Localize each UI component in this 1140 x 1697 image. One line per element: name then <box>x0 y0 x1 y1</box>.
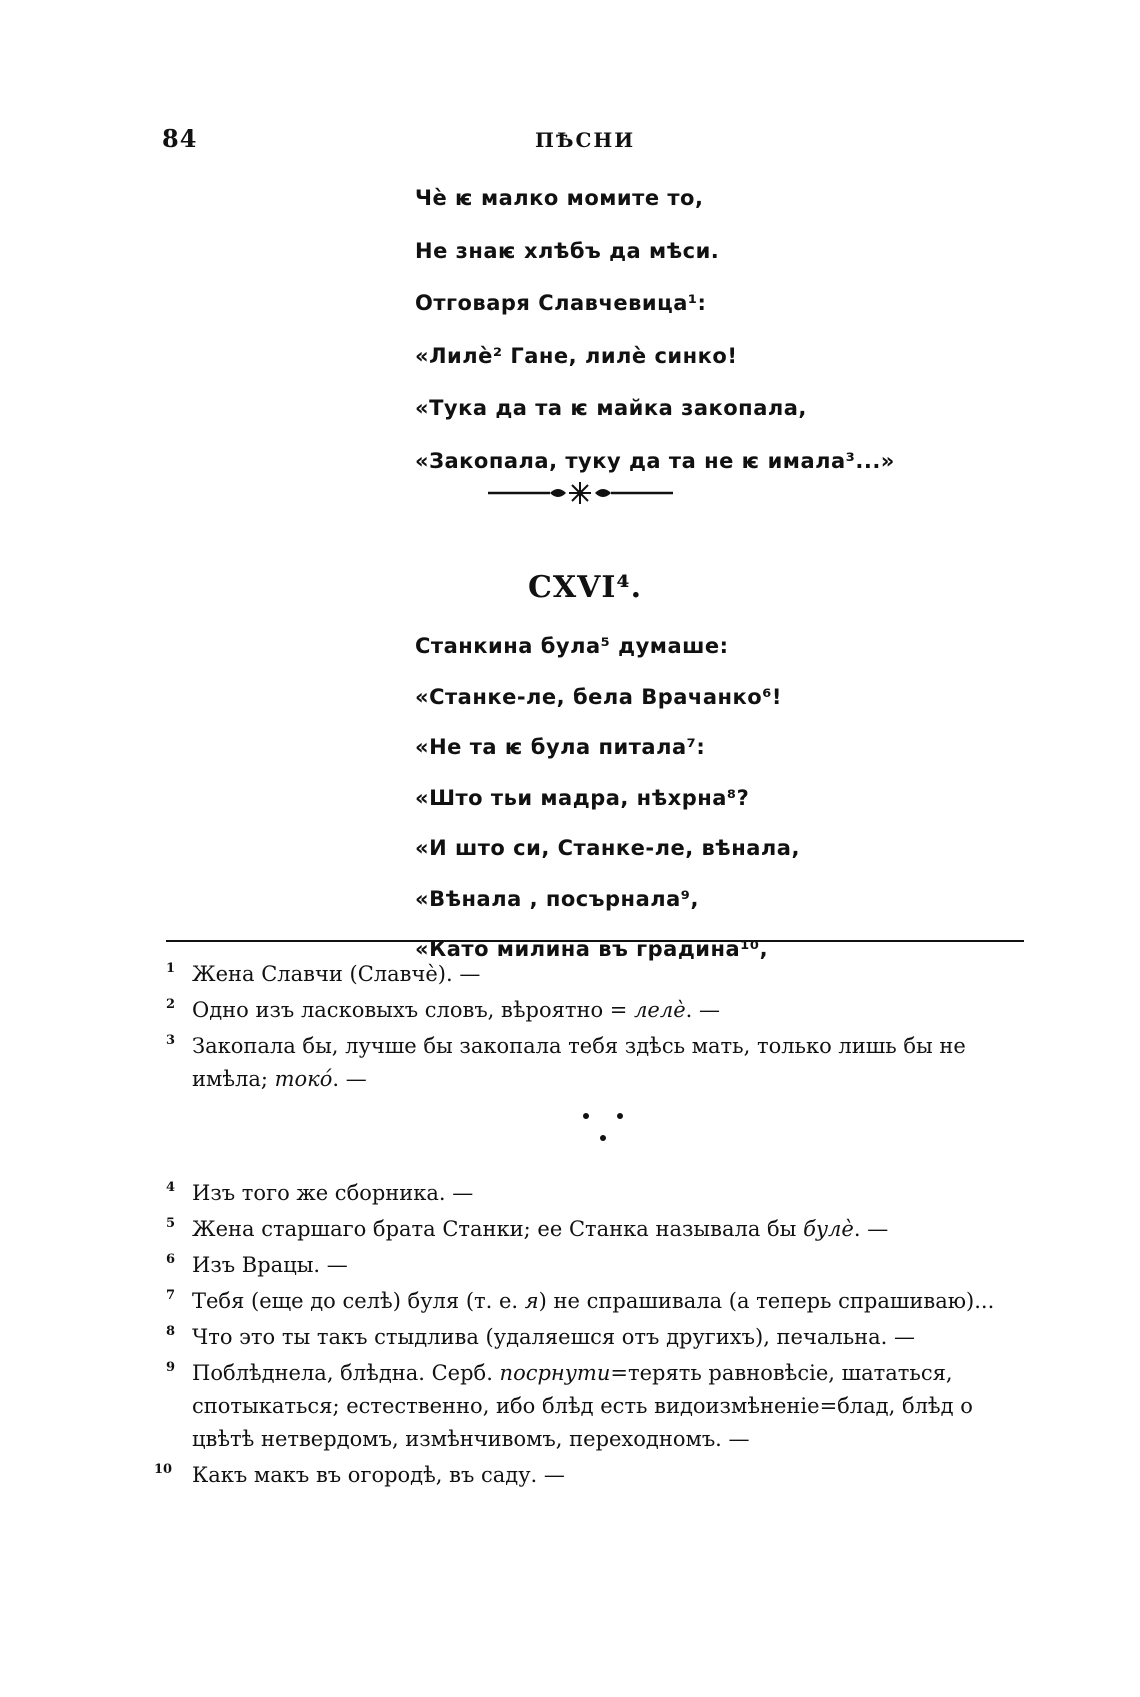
footnote-text: Жена старшаго брата Станки; ее Станка называла бы <box>192 1217 804 1241</box>
footnote-number: 3 <box>166 1033 176 1048</box>
footnote <box>166 1177 1026 1210</box>
footnote <box>166 1285 1026 1318</box>
running-title: ПѢСНИ <box>535 128 636 152</box>
footnote <box>166 1249 1026 1282</box>
footnote-number: 9 <box>166 1360 176 1375</box>
verse-line: Не знаѥ хлѣбъ да мѣси. <box>415 238 720 263</box>
footnote-italic: булѐ <box>803 1217 854 1241</box>
footnote-text: Какъ макъ въ огородѣ, въ саду. — <box>192 1463 565 1487</box>
footnote <box>166 994 1026 1027</box>
footnote-number: 7 <box>166 1288 176 1303</box>
footnote-number: 8 <box>166 1324 176 1339</box>
asterism-icon <box>578 1108 628 1148</box>
section-title: CXVI⁴. <box>528 570 643 605</box>
footnote-italic: токо́ <box>274 1067 333 1091</box>
footnote-number: 4 <box>166 1180 176 1195</box>
verse-line: «Што тьи мадра, нѣхрна⁸? <box>415 785 750 810</box>
verse-line: «Не та ѥ була питала⁷: <box>415 735 706 759</box>
footnotes-group-1 <box>166 958 1026 1099</box>
footnote <box>166 1321 1026 1354</box>
verse-line: «Лилѐ² Гане, лилѐ синко! <box>415 343 738 368</box>
page-number: 84 <box>162 124 198 153</box>
footnote-number: 2 <box>166 997 176 1012</box>
footnote-text: Тебя (еще до селѣ) буля (т. е. <box>192 1289 525 1313</box>
poem-stanza-1 <box>415 183 895 498</box>
footnote-number: 5 <box>166 1216 176 1231</box>
verse-line: Станкина була⁵ думаше: <box>415 634 729 658</box>
verse-line: Чѐ ѥ малко момите то, <box>415 186 704 210</box>
footnote <box>166 1030 1026 1096</box>
footnote-text: Изъ Врацы. — <box>192 1253 348 1277</box>
footnote-tail: ) не спрашивала (а теперь спрашиваю)... <box>538 1289 995 1313</box>
footnote <box>154 1459 1026 1492</box>
verse-line: «И што си, Станке-ле, вѣнала, <box>415 836 800 860</box>
footnote-text: Закопала бы, лучше бы закопала тебя здѣсь мать, только лишь бы не имѣла; <box>192 1034 966 1091</box>
footnote-text: Одно изъ ласковыхъ словъ, вѣроятно = <box>192 998 635 1022</box>
footnote-tail: . — <box>685 998 721 1022</box>
footnote-number: 1 <box>166 961 176 976</box>
footnote-text: Что это ты такъ стыдлива (удаляешся отъ другихъ), печальна. — <box>192 1325 916 1349</box>
poem-stanza-2 <box>415 631 800 985</box>
footnote-text: Жена Славчи (Славчѐ). — <box>192 962 481 986</box>
verse-line: «Тука да та ѥ майка закопала, <box>415 396 807 420</box>
footnote-text: Изъ того же сборника. — <box>192 1181 474 1205</box>
footnote <box>166 1213 1026 1246</box>
footnote-number: 10 <box>154 1462 173 1477</box>
footnote-italic: посрнути <box>499 1361 611 1385</box>
footnotes-group-2 <box>154 1177 1026 1495</box>
footnote-tail: . — <box>332 1067 367 1091</box>
footnote-italic: я <box>524 1289 539 1313</box>
footnote-number: 6 <box>166 1252 176 1267</box>
ornament-divider-icon <box>488 479 673 507</box>
verse-line: «Станке-ле, бела Врачанко⁶! <box>415 684 782 709</box>
footnote <box>166 1357 1026 1456</box>
footnote-rule <box>166 940 1024 942</box>
verse-line: «Вѣнала , посърнала⁹, <box>415 886 699 911</box>
verse-line: «Като милина въ градина¹⁰, <box>415 937 769 961</box>
verse-line: «Закопала, туку да та не ѥ имала³...» <box>415 448 895 473</box>
footnote-italic: лелѐ <box>634 998 686 1022</box>
footnote-tail: . — <box>853 1217 889 1241</box>
footnote-text: Поблѣднела, блѣдна. Серб. <box>192 1361 500 1385</box>
verse-line: Отговаря Славчевица¹: <box>415 291 707 315</box>
footnote <box>166 958 1026 991</box>
footnote-tail: =терять равновѣсіе, шататься, спотыкаться; естественно, ибо блѣд есть видоизмѣненіе=блад, блѣд о цвѣтѣ нетвердомъ, измѣнчивомъ, переходномъ. — <box>192 1361 973 1451</box>
